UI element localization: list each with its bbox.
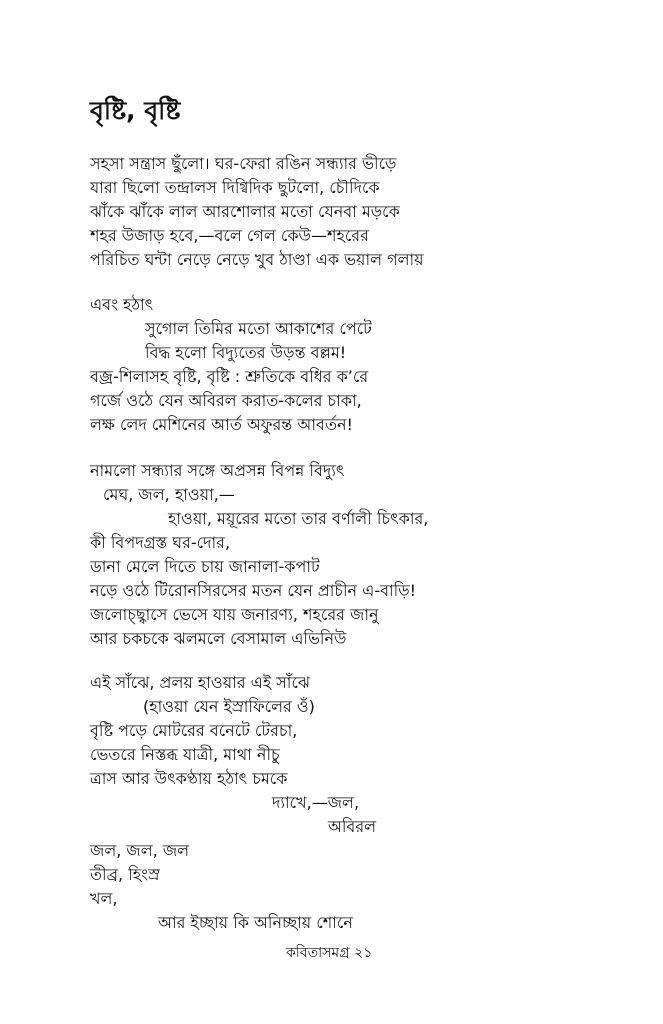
poem-line: (হাওয়া যেন ইস্রাফিলের ওঁ) (143, 697, 315, 716)
poem-line: নড়ে ওঠে টিরোনসিরসের মতন যেন প্রাচীন এ-বাড়ি! (90, 581, 417, 600)
poem-line: জলোচ্ছ্বাসে ভেসে যায় জনারণ্য, শহরের জানু (90, 605, 379, 624)
poem-line: দ্যাখে,—জল, (272, 793, 360, 812)
poem-line: এই সাঁঝে, প্রলয় হাওয়ার এই সাঁঝে (90, 673, 310, 692)
poem-line: খল, (90, 889, 118, 908)
poem-line: জল, জল, জল (90, 841, 190, 860)
poem-line: গর্জে ওঠে যেন অবিরল করাত-কলের চাকা, (90, 391, 362, 410)
poem-title: বৃষ্টি, বৃষ্টি (90, 96, 181, 125)
poem-line: সহসা সন্ত্রাস ছুঁলো। ঘর-ফেরা রঙিন সন্ধ্যার ভীড়ে (90, 154, 397, 173)
poem-line: কী বিপদগ্রস্ত ঘর-দোর, (90, 533, 231, 552)
poem-line: ভেতরে নিস্তব্ধ যাত্রী, মাথা নীচু (90, 745, 280, 764)
poem-line: বৃষ্টি পড়ে মোটরের বনেটে টেরচা, (90, 721, 298, 740)
poem-line: বজ্র-শিলাসহ বৃষ্টি, বৃষ্টি : শ্রুতিকে বধির ক’রে (90, 367, 369, 386)
poem-line: নামলো সন্ধ্যার সঙ্গে অপ্রসন্ন বিপন্ন বিদ্যুৎ (90, 461, 345, 480)
poem-line: যারা ছিলো তন্দ্রালস দিগ্বিদিক ছুটলো, চৌদিকে (90, 178, 380, 197)
poem-line: মেঘ, জল, হাওয়া,— (103, 485, 235, 504)
poem-line: আর ইচ্ছায় কি অনিচ্ছায় শোনে (158, 913, 353, 932)
poem-line: শহর উজাড় হবে,—বলে গেল কেউ—শহরের (90, 226, 369, 245)
poem-line: হাওয়া, ময়ূরের মতো তার বর্ণালী চিৎকার, (168, 509, 429, 528)
poem-line: ত্রাস আর উৎকণ্ঠায় হঠাৎ চমকে (90, 769, 288, 788)
poem-line: এবং হঠাৎ (90, 295, 154, 314)
poem-line: অবিরল (328, 817, 377, 836)
poem-line: আর চকচকে ঝলমলে বেসামাল এভিনিউ (90, 629, 347, 648)
poem-line: বিদ্ধ হলো বিদ্যুতের উড়ন্ত বল্লম! (145, 343, 347, 362)
page-footer: কবিতাসমগ্র ২১ (286, 945, 373, 961)
poem-line: পরিচিত ঘন্টা নেড়ে নেড়ে খুব ঠাণ্ডা এক ভয়াল গলায় (90, 250, 424, 269)
poem-line: ঝাঁকে ঝাঁকে লাল আরশোলার মতো যেনবা মড়কে (90, 202, 400, 221)
poem-line: সুগোল তিমির মতো আকাশের পেটে (145, 319, 372, 338)
poem-line: ডানা মেলে দিতে চায় জানালা-কপাট (90, 557, 320, 576)
poem-line: লক্ষ লেদ মেশিনের আর্ত অফুরন্ত আবর্তন! (90, 415, 353, 434)
poem-line: তীব্র, হিংস্র (90, 865, 160, 884)
